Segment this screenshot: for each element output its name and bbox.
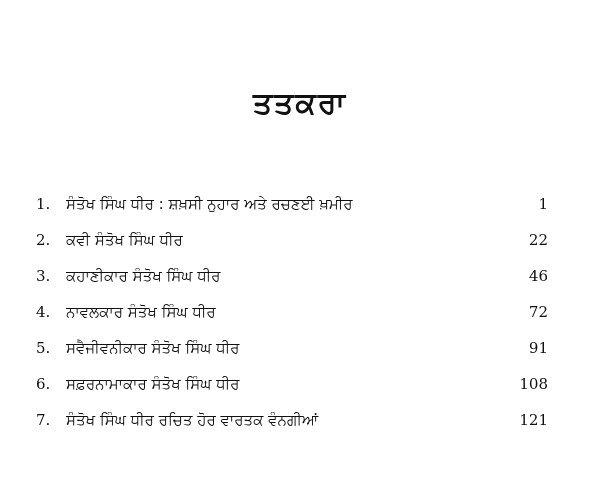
toc-entry-page: 22 — [528, 231, 548, 249]
toc-entry-page: 91 — [528, 339, 548, 357]
toc-entry-6 — [36, 366, 548, 402]
toc-entry-4 — [36, 294, 548, 330]
toc-entry-title: ਕਹਾਣੀਕਾਰ ਸੰਤੋਖ ਸਿੰਘ ਧੀਰ — [66, 267, 221, 285]
page-title: ਤਤਕਰਾ — [252, 86, 348, 121]
toc-entry-number: 2. — [36, 231, 51, 249]
toc-entry-3 — [36, 258, 548, 294]
toc-entry-number: 3. — [36, 267, 51, 285]
toc-entry-page: 46 — [528, 267, 548, 285]
toc-entry-number: 6. — [36, 375, 51, 393]
toc-entry-page: 1 — [538, 195, 548, 213]
toc-entry-page: 121 — [519, 411, 548, 429]
toc-entry-page: 108 — [519, 375, 548, 393]
toc-entry-title: ਸੰਤੋਖ ਸਿੰਘ ਧੀਰ ਰਚਿਤ ਹੋਰ ਵਾਰਤਕ ਵੰਨਗੀਆਂ — [66, 411, 319, 429]
toc-entry-number: 7. — [36, 411, 51, 429]
toc-entry-number: 1. — [36, 195, 51, 213]
toc-entry-title: ਸੰਤੋਖ ਸਿੰਘ ਧੀਰ : ਸ਼ਖ਼ਸੀ ਨੁਹਾਰ ਅਤੇ ਰਚਣਈ ਖ਼ਮੀਰ — [66, 195, 353, 213]
toc-entry-2 — [36, 222, 548, 258]
toc-entry-number: 5. — [36, 339, 51, 357]
toc-entry-title: ਸਫ਼ਰਨਾਮਾਕਾਰ ਸੰਤੋਖ ਸਿੰਘ ਧੀਰ — [66, 375, 240, 393]
toc-entry-title: ਨਾਵਲਕਾਰ ਸੰਤੋਖ ਸਿੰਘ ਧੀਰ — [66, 303, 216, 321]
toc-entry-5 — [36, 330, 548, 366]
toc-entry-1 — [36, 186, 548, 222]
toc-entry-page: 72 — [528, 303, 548, 321]
toc-entry-number: 4. — [36, 303, 51, 321]
toc-entry-7 — [36, 402, 548, 438]
toc-entry-title: ਕਵੀ ਸੰਤੋਖ ਸਿੰਘ ਧੀਰ — [66, 231, 183, 249]
toc-entry-title: ਸਵੈਜੀਵਨੀਕਾਰ ਸੰਤੋਖ ਸਿੰਘ ਧੀਰ — [66, 339, 240, 357]
table-of-contents — [36, 186, 548, 438]
